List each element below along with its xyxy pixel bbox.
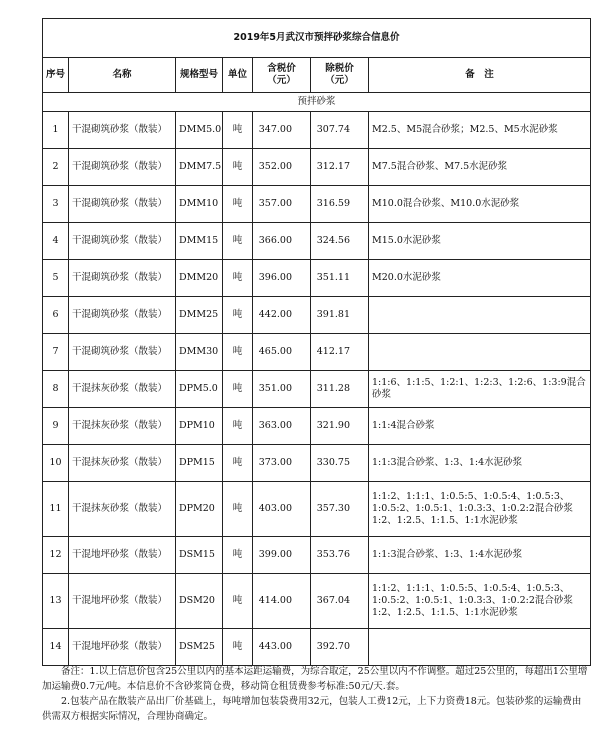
cell-name: 干混地坪砂浆（散装） <box>69 537 176 574</box>
cell-tax-excl: 351.11 <box>311 260 369 297</box>
cell-tax-excl: 311.28 <box>311 371 369 408</box>
cell-seq: 12 <box>43 537 69 574</box>
table-row <box>43 112 591 149</box>
cell-name: 干混抹灰砂浆（散装） <box>69 408 176 445</box>
price-table <box>42 18 591 666</box>
cell-remark <box>369 629 591 666</box>
cell-name: 干混砌筑砂浆（散装） <box>69 223 176 260</box>
cell-name: 干混砌筑砂浆（散装） <box>69 186 176 223</box>
cell-tax-excl: 321.90 <box>311 408 369 445</box>
table-row <box>43 574 591 629</box>
cell-tax-incl: 373.00 <box>253 445 311 482</box>
cell-tax-incl: 363.00 <box>253 408 311 445</box>
cell-spec: DMM30 <box>176 334 223 371</box>
cell-tax-incl: 399.00 <box>253 537 311 574</box>
cell-spec: DMM10 <box>176 186 223 223</box>
cell-tax-excl: 367.04 <box>311 574 369 629</box>
cell-tax-incl: 465.00 <box>253 334 311 371</box>
cell-name: 干混抹灰砂浆（散装） <box>69 482 176 537</box>
cell-tax-incl: 357.00 <box>253 186 311 223</box>
cell-seq: 8 <box>43 371 69 408</box>
cell-tax-excl: 412.17 <box>311 334 369 371</box>
cell-spec: DMM15 <box>176 223 223 260</box>
cell-seq: 9 <box>43 408 69 445</box>
cell-tax-incl: 403.00 <box>253 482 311 537</box>
section-row <box>43 93 591 112</box>
cell-tax-incl: 366.00 <box>253 223 311 260</box>
cell-spec: DMM7.5 <box>176 149 223 186</box>
cell-unit: 吨 <box>223 112 253 149</box>
cell-name: 干混砌筑砂浆（散装） <box>69 149 176 186</box>
table-row <box>43 186 591 223</box>
table-row <box>43 223 591 260</box>
cell-remark: 1:1:3混合砂浆、1:3、1:4水泥砂浆 <box>369 445 591 482</box>
cell-tax-incl: 351.00 <box>253 371 311 408</box>
table-row <box>43 260 591 297</box>
cell-spec: DMM5.0 <box>176 112 223 149</box>
header-seq: 序号 <box>43 58 69 93</box>
cell-name: 干混砌筑砂浆（散装） <box>69 334 176 371</box>
cell-seq: 14 <box>43 629 69 666</box>
table-row <box>43 334 591 371</box>
header-name: 名称 <box>69 58 176 93</box>
cell-tax-excl: 353.76 <box>311 537 369 574</box>
table-row <box>43 445 591 482</box>
header-unit: 单位 <box>223 58 253 93</box>
cell-seq: 4 <box>43 223 69 260</box>
cell-remark: 1:1:2、1:1:1、1:0.5:5、1:0.5:4、1:0.5:3、1:0.5:2、1:0.5:1、1:0.3:3、1:0.2:2混合砂浆 1:2、1:2.5、1:1.5、1:1水泥砂浆 <box>369 482 591 537</box>
cell-tax-incl: 347.00 <box>253 112 311 149</box>
cell-tax-excl: 316.59 <box>311 186 369 223</box>
cell-seq: 6 <box>43 297 69 334</box>
note-line-1: 备注：1.以上信息价包含25公里以内的基本运距运输费，为综合取定，25公里以内不作调整。超过25公里的，每超出1公里增加运输费0.7元/吨。本信息价不含砂浆筒仓费，移动筒仓租赁费参考标准:50元/天.套。 <box>42 666 588 692</box>
cell-tax-excl: 330.75 <box>311 445 369 482</box>
cell-tax-excl: 307.74 <box>311 112 369 149</box>
cell-tax-excl: 391.81 <box>311 297 369 334</box>
cell-tax-excl: 312.17 <box>311 149 369 186</box>
cell-spec: DSM25 <box>176 629 223 666</box>
cell-spec: DPM20 <box>176 482 223 537</box>
cell-unit: 吨 <box>223 371 253 408</box>
cell-spec: DSM15 <box>176 537 223 574</box>
header-tax-excl: 除税价 （元） <box>311 58 369 93</box>
cell-name: 干混砌筑砂浆（散装） <box>69 297 176 334</box>
cell-unit: 吨 <box>223 445 253 482</box>
cell-remark: M15.0水泥砂浆 <box>369 223 591 260</box>
notes <box>42 664 590 724</box>
cell-remark <box>369 297 591 334</box>
cell-remark: 1:1:2、1:1:1、1:0.5:5、1:0.5:4、1:0.5:3、1:0.5:2、1:0.5:1、1:0.3:3、1:0.2:2混合砂浆 1:2、1:2.5、1:1.5、1:1水泥砂浆 <box>369 574 591 629</box>
cell-tax-incl: 443.00 <box>253 629 311 666</box>
table-row <box>43 629 591 666</box>
cell-name: 干混地坪砂浆（散装） <box>69 574 176 629</box>
cell-unit: 吨 <box>223 223 253 260</box>
cell-unit: 吨 <box>223 334 253 371</box>
cell-unit: 吨 <box>223 186 253 223</box>
cell-unit: 吨 <box>223 537 253 574</box>
table-row <box>43 149 591 186</box>
cell-unit: 吨 <box>223 260 253 297</box>
table-title: 2019年5月武汉市预拌砂浆综合信息价 <box>43 19 591 58</box>
table-row <box>43 408 591 445</box>
cell-spec: DPM5.0 <box>176 371 223 408</box>
table-row <box>43 297 591 334</box>
table-row <box>43 371 591 408</box>
header-row <box>43 58 591 93</box>
cell-name: 干混砌筑砂浆（散装） <box>69 260 176 297</box>
cell-spec: DPM15 <box>176 445 223 482</box>
cell-seq: 13 <box>43 574 69 629</box>
cell-spec: DPM10 <box>176 408 223 445</box>
cell-unit: 吨 <box>223 297 253 334</box>
cell-tax-excl: 357.30 <box>311 482 369 537</box>
cell-tax-excl: 392.70 <box>311 629 369 666</box>
cell-spec: DSM20 <box>176 574 223 629</box>
cell-remark: M10.0混合砂浆、M10.0水泥砂浆 <box>369 186 591 223</box>
header-spec: 规格型号 <box>176 58 223 93</box>
cell-name: 干混砌筑砂浆（散装） <box>69 112 176 149</box>
cell-tax-incl: 414.00 <box>253 574 311 629</box>
cell-remark: M20.0水泥砂浆 <box>369 260 591 297</box>
cell-remark <box>369 334 591 371</box>
header-tax-incl: 含税价 （元） <box>253 58 311 93</box>
cell-name: 干混抹灰砂浆（散装） <box>69 445 176 482</box>
header-remark: 备 注 <box>369 58 591 93</box>
table-row <box>43 482 591 537</box>
cell-tax-incl: 442.00 <box>253 297 311 334</box>
cell-unit: 吨 <box>223 629 253 666</box>
cell-seq: 2 <box>43 149 69 186</box>
cell-seq: 10 <box>43 445 69 482</box>
cell-seq: 11 <box>43 482 69 537</box>
note-line-2: 2.包装产品在散装产品出厂价基础上，每吨增加包装袋费用32元，包装人工费12元，上下力资费18元。包装砂浆的运输费由供需双方根据实际情况，合理协商确定。 <box>42 696 582 722</box>
cell-name: 干混抹灰砂浆（散装） <box>69 371 176 408</box>
cell-seq: 3 <box>43 186 69 223</box>
cell-remark: 1:1:6、1:1:5、1:2:1、1:2:3、1:2:6、1:3:9混合砂浆 <box>369 371 591 408</box>
cell-unit: 吨 <box>223 408 253 445</box>
cell-seq: 7 <box>43 334 69 371</box>
cell-spec: DMM25 <box>176 297 223 334</box>
cell-unit: 吨 <box>223 482 253 537</box>
cell-seq: 5 <box>43 260 69 297</box>
cell-unit: 吨 <box>223 149 253 186</box>
cell-remark: M2.5、M5混合砂浆；M2.5、M5水泥砂浆 <box>369 112 591 149</box>
cell-remark: 1:1:3混合砂浆、1:3、1:4水泥砂浆 <box>369 537 591 574</box>
cell-remark: 1:1:4混合砂浆 <box>369 408 591 445</box>
section-label: 预拌砂浆 <box>43 93 591 112</box>
cell-tax-excl: 324.56 <box>311 223 369 260</box>
cell-tax-incl: 352.00 <box>253 149 311 186</box>
cell-tax-incl: 396.00 <box>253 260 311 297</box>
cell-name: 干混地坪砂浆（散装） <box>69 629 176 666</box>
cell-unit: 吨 <box>223 574 253 629</box>
cell-spec: DMM20 <box>176 260 223 297</box>
table-row <box>43 537 591 574</box>
cell-seq: 1 <box>43 112 69 149</box>
cell-remark: M7.5混合砂浆、M7.5水泥砂浆 <box>369 149 591 186</box>
